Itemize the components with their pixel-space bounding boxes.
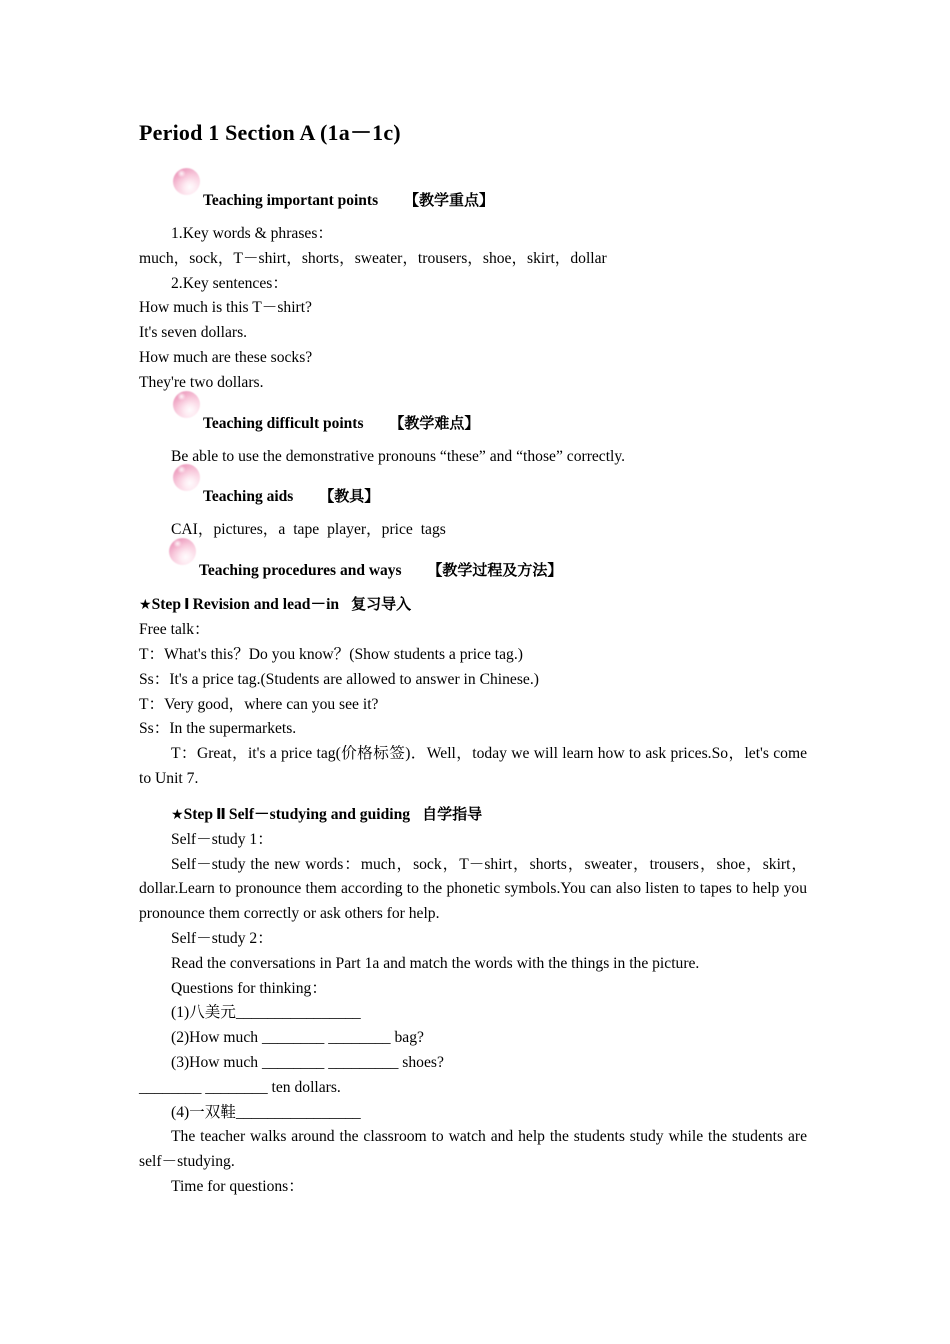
pink-sphere-bullet-icon xyxy=(173,464,200,491)
step-1-line-1: T：What's this？Do you know？(Show students a price tag.) xyxy=(139,645,523,663)
step-2-title-en: Self－studying and guiding xyxy=(228,805,411,823)
star-icon: ★ xyxy=(139,597,152,614)
step-1-line-3: T：Very good，where can you see it? xyxy=(139,695,379,713)
step-2-title-cn: 自学指导 xyxy=(422,804,483,823)
self-study-1-label: Self－study 1： xyxy=(171,830,273,848)
section-heading-label-en: Teaching difficult points xyxy=(203,414,364,432)
section-heading-label-cn: 【教学重点】 xyxy=(404,191,495,209)
pink-sphere-bullet-icon xyxy=(173,391,200,418)
key-sentences-label: 2.Key sentences： xyxy=(171,274,288,292)
section-heading-label-en: Teaching aids xyxy=(203,488,294,506)
step-1-label: Step xyxy=(151,596,182,614)
self-study-1-body: Self－study the new words：much，sock，T－shirt，shorts，sweater，trousers，shoe，skirt，dollar.Learn to pronounce them according to the phonetic symbols.You can also listen to tapes to help you pronounce them correctly or ask others for help. xyxy=(139,855,807,923)
step-2-numeral: Ⅱ xyxy=(216,804,226,823)
section-heading-procedures xyxy=(139,558,807,582)
page-title: Period 1 Section A (1a－1c) xyxy=(139,120,401,145)
pink-sphere-bullet-icon xyxy=(173,168,200,195)
key-words-list: much，sock，T－shirt，shorts，sweater，trousers，shoe，skirt，dollar xyxy=(139,249,607,267)
thinking-question-2: (2)How much ________ ________ bag? xyxy=(171,1029,424,1047)
key-sentence-3: How much are these socks? xyxy=(139,348,313,366)
section-heading-difficult-points xyxy=(139,411,807,435)
thinking-question-3-answer-line: ________ ________ ten dollars. xyxy=(139,1078,341,1096)
self-study-2-body: Read the conversations in Part 1a and match the words with the things in the picture. xyxy=(171,954,700,972)
step-2-label: Step xyxy=(183,805,214,823)
section-heading-label-cn: 【教学过程及方法】 xyxy=(427,561,563,580)
step-1-line-5: T：Great，it's a price tag(价格标签)．Well，today we will learn how to ask prices.So，let's come to Unit 7. xyxy=(139,745,807,787)
teacher-walks-note: The teacher walks around the classroom to watch and help the students study while the students are self－studying. xyxy=(139,1128,807,1171)
section-heading-label-en: Teaching important points xyxy=(203,192,379,209)
teaching-aids-body: CAI，pictures，a tape player，price tags xyxy=(171,521,446,539)
step-1-title-en: Revision and lead－in xyxy=(192,596,340,614)
self-study-2-label: Self－study 2： xyxy=(171,929,273,947)
section-heading-important-points xyxy=(139,188,807,212)
pink-sphere-bullet-icon xyxy=(169,538,196,565)
step-1-line-2: Ss：It's a price tag.(Students are allowed to answer in Chinese.) xyxy=(139,670,539,688)
step-1-title-cn: 复习导入 xyxy=(351,595,412,614)
key-words-label: 1.Key words & phrases： xyxy=(171,225,333,242)
step-1-line-4: Ss：In the supermarkets. xyxy=(139,720,297,738)
thinking-question-3: (3)How much ________ _________ shoes? xyxy=(171,1053,444,1071)
key-sentence-4: They're two dollars. xyxy=(139,373,264,391)
difficult-points-body: Be able to use the demonstrative pronouns “these” and “those” correctly. xyxy=(171,447,626,465)
thinking-question-1: (1)八美元________________ xyxy=(171,1004,361,1022)
step-2-heading xyxy=(139,802,807,828)
section-heading-label-cn: 【教学难点】 xyxy=(389,413,480,432)
document-content xyxy=(139,118,807,1200)
section-heading-label-en: Teaching procedures and ways xyxy=(199,562,402,580)
key-sentence-2: It's seven dollars. xyxy=(139,324,248,342)
step-1-heading xyxy=(139,592,807,618)
thinking-question-4: (4)一双鞋________________ xyxy=(171,1103,361,1121)
questions-for-thinking-label: Questions for thinking： xyxy=(171,979,327,997)
step-1-numeral: Ⅰ xyxy=(184,595,190,614)
section-heading-label-cn: 【教具】 xyxy=(319,487,380,506)
step-1-line-0: Free talk： xyxy=(139,621,210,639)
key-sentence-1: How much is this T－shirt? xyxy=(139,299,312,317)
time-for-questions-label: Time for questions： xyxy=(171,1177,304,1195)
section-heading-teaching-aids xyxy=(139,484,807,508)
star-icon: ★ xyxy=(171,806,184,823)
